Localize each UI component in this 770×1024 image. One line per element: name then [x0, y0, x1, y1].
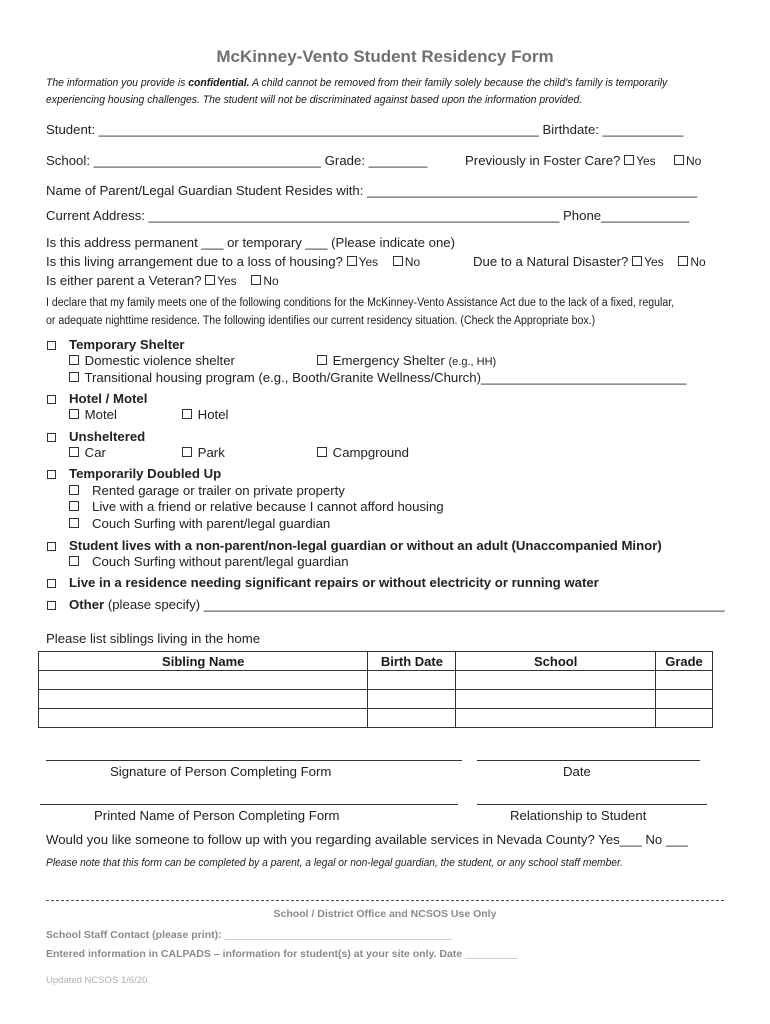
disaster-label: Due to a Natural Disaster? [473, 254, 629, 269]
motel-checkbox[interactable] [69, 409, 79, 419]
friend-label: Live with a friend or relative because I cannot afford housing [92, 499, 444, 514]
loss-of-housing-question [46, 254, 420, 269]
disaster-no-checkbox[interactable] [678, 256, 688, 266]
siblings-label: Please list siblings living in the home [46, 631, 261, 646]
updated-note: Updated NCSOS 1/6/20 [46, 975, 148, 986]
school-grade-field[interactable]: School: _______________________________ Grade: ________ [46, 153, 428, 168]
calpads-field[interactable]: Entered information in CALPADS – information for student(s) at your site only. Date _________ [46, 948, 518, 960]
cell-sibling-name[interactable] [39, 671, 368, 690]
doubled-checkbox[interactable] [47, 470, 56, 479]
other-checkbox[interactable] [47, 601, 56, 610]
doubled-label: Temporarily Doubled Up [69, 466, 222, 481]
emergency-note: (e.g., HH) [448, 356, 497, 368]
address-phone-field[interactable]: Current Address: ________________________________________________________ Phone____________ [46, 208, 690, 223]
cell-school[interactable] [456, 690, 656, 709]
loss-yes-label: Yes [358, 255, 379, 269]
intro-line-1 [46, 77, 667, 89]
date-label: Date [563, 764, 591, 779]
followup-question[interactable]: Would you like someone to follow up with you regarding available services in Nevada County? Yes___ No ___ [46, 832, 688, 847]
relationship-line[interactable] [477, 804, 707, 805]
table-row [39, 671, 713, 690]
cell-birth-date[interactable] [368, 671, 456, 690]
campground-checkbox[interactable] [317, 447, 327, 457]
date-line[interactable] [477, 760, 700, 761]
transitional-option [69, 370, 686, 385]
other-label: Other [69, 597, 105, 612]
intro-text: The information you provide is [46, 77, 189, 89]
unsheltered-label: Unsheltered [69, 429, 146, 444]
table-row [39, 690, 713, 709]
repairs-label: Live in a residence needing significant repairs or without electricity or running water [69, 575, 599, 590]
transitional-checkbox[interactable] [69, 372, 79, 382]
cell-sibling-name[interactable] [39, 709, 368, 728]
unsheltered-checkbox[interactable] [47, 433, 56, 442]
transitional-label: Transitional housing program (e.g., Booth/Granite Wellness/Church)____________________________ [84, 370, 687, 385]
foster-yes-checkbox[interactable] [624, 155, 634, 165]
couch-noparent-option [69, 554, 349, 569]
disaster-question [473, 254, 706, 269]
office-use-heading: School / District Office and NCSOS Use Only [273, 908, 497, 920]
foster-care-question [465, 153, 701, 168]
park-option [182, 445, 225, 460]
divider [46, 900, 724, 901]
cell-grade[interactable] [656, 690, 713, 709]
intro-text-cont: A child cannot be removed from their family solely because the child’s family is temporarily [249, 77, 668, 89]
siblings-table [38, 651, 713, 728]
disaster-yes-label: Yes [644, 255, 664, 269]
emergency-option [317, 353, 496, 368]
friend-checkbox[interactable] [69, 501, 79, 511]
friend-option [69, 499, 444, 514]
hotel-motel-label: Hotel / Motel [69, 391, 148, 406]
loss-yes-checkbox[interactable] [347, 256, 357, 266]
disaster-no-label: No [690, 255, 706, 269]
park-label: Park [197, 445, 225, 460]
loss-of-housing-label: Is this living arrangement due to a loss of housing? [46, 254, 343, 269]
printed-name-line[interactable] [40, 804, 458, 805]
permanent-temporary-field[interactable]: Is this address permanent ___ or temporary ___ (Please indicate one) [46, 235, 456, 250]
cell-birth-date[interactable] [368, 690, 456, 709]
declaration-line-2: or adequate nighttime residence. The following identifies our current residency situation. (Check the Appropriate box.) [46, 315, 596, 327]
veteran-question [46, 273, 279, 288]
repairs-checkbox[interactable] [47, 579, 56, 588]
domestic-option [69, 353, 235, 368]
car-label: Car [84, 445, 106, 460]
unaccompanied-label: Student lives with a non-parent/non-legal guardian or without an adult (Unaccompanied Minor) [69, 538, 662, 553]
couch-parent-option [69, 516, 330, 531]
car-option [69, 445, 106, 460]
hotel-motel-checkbox[interactable] [47, 395, 56, 404]
relationship-label: Relationship to Student [510, 808, 647, 823]
couch-noparent-checkbox[interactable] [69, 556, 79, 566]
temp-shelter-checkbox[interactable] [47, 341, 56, 350]
garage-option [69, 483, 345, 498]
couch-parent-label: Couch Surfing with parent/legal guardian [92, 516, 331, 531]
emergency-checkbox[interactable] [317, 355, 327, 365]
domestic-checkbox[interactable] [69, 355, 79, 365]
cell-school[interactable] [456, 709, 656, 728]
signature-line[interactable] [46, 760, 462, 761]
foster-no-checkbox[interactable] [674, 155, 684, 165]
hotel-label: Hotel [197, 407, 229, 422]
domestic-label: Domestic violence shelter [84, 353, 235, 368]
intro-line-2: experiencing housing challenges. The student will not be discriminated against based upon the information provided. [46, 94, 583, 106]
park-checkbox[interactable] [182, 447, 192, 457]
other-field[interactable] [69, 597, 725, 612]
header-grade: Grade [656, 652, 713, 671]
car-checkbox[interactable] [69, 447, 79, 457]
completion-note: Please note that this form can be completed by a parent, a legal or non-legal guardian, the student, or any school staff member. [46, 857, 623, 869]
staff-contact-field[interactable]: School Staff Contact (please print): _______________________________________ [46, 929, 453, 941]
loss-no-checkbox[interactable] [393, 256, 403, 266]
cell-school[interactable] [456, 671, 656, 690]
foster-care-label: Previously in Foster Care? [465, 153, 621, 168]
other-specify: (please specify) _______________________________________________________________________ [104, 597, 725, 612]
header-sibling-name: Sibling Name [39, 652, 368, 671]
motel-option [69, 407, 117, 422]
temp-shelter-label: Temporary Shelter [69, 337, 185, 352]
table-row [39, 709, 713, 728]
loss-no-label: No [404, 255, 421, 269]
veteran-label: Is either parent a Veteran? [46, 273, 202, 288]
veteran-yes-checkbox[interactable] [205, 275, 215, 285]
emergency-label: Emergency Shelter [332, 353, 445, 368]
foster-no-label: No [685, 154, 702, 168]
header-birth-date: Birth Date [368, 652, 456, 671]
page-title: McKinney-Vento Student Residency Form [216, 47, 554, 66]
disaster-yes-checkbox[interactable] [632, 256, 642, 266]
couch-parent-checkbox[interactable] [69, 518, 79, 528]
student-birthdate-field[interactable]: Student: ____________________________________________________________ Birthdate: ___________ [46, 122, 684, 137]
cell-sibling-name[interactable] [39, 690, 368, 709]
printed-name-label: Printed Name of Person Completing Form [94, 808, 340, 823]
cell-birth-date[interactable] [368, 709, 456, 728]
foster-yes-label: Yes [636, 154, 656, 168]
declaration-line-1: I declare that my family meets one of the following conditions for the McKinney-Vento Assistance Act due to the lack of a fixed, regular, [46, 297, 675, 309]
veteran-yes-label: Yes [217, 274, 237, 288]
guardian-field[interactable]: Name of Parent/Legal Guardian Student Resides with: _____________________________________________ [46, 183, 698, 198]
cell-grade[interactable] [656, 671, 713, 690]
veteran-no-checkbox[interactable] [251, 275, 261, 285]
veteran-no-label: No [263, 274, 279, 288]
hotel-checkbox[interactable] [182, 409, 192, 419]
campground-option [317, 445, 409, 460]
garage-label: Rented garage or trailer on private property [92, 483, 345, 498]
intro-confidential: confidential. [188, 77, 250, 89]
couch-noparent-label: Couch Surfing without parent/legal guardian [92, 554, 349, 569]
unaccompanied-checkbox[interactable] [47, 542, 56, 551]
garage-checkbox[interactable] [69, 485, 79, 495]
siblings-header-row [39, 652, 713, 671]
signature-label: Signature of Person Completing Form [110, 764, 332, 779]
cell-grade[interactable] [656, 709, 713, 728]
campground-label: Campground [332, 445, 409, 460]
motel-label: Motel [84, 407, 117, 422]
hotel-option [182, 407, 228, 422]
header-school: School [456, 652, 656, 671]
